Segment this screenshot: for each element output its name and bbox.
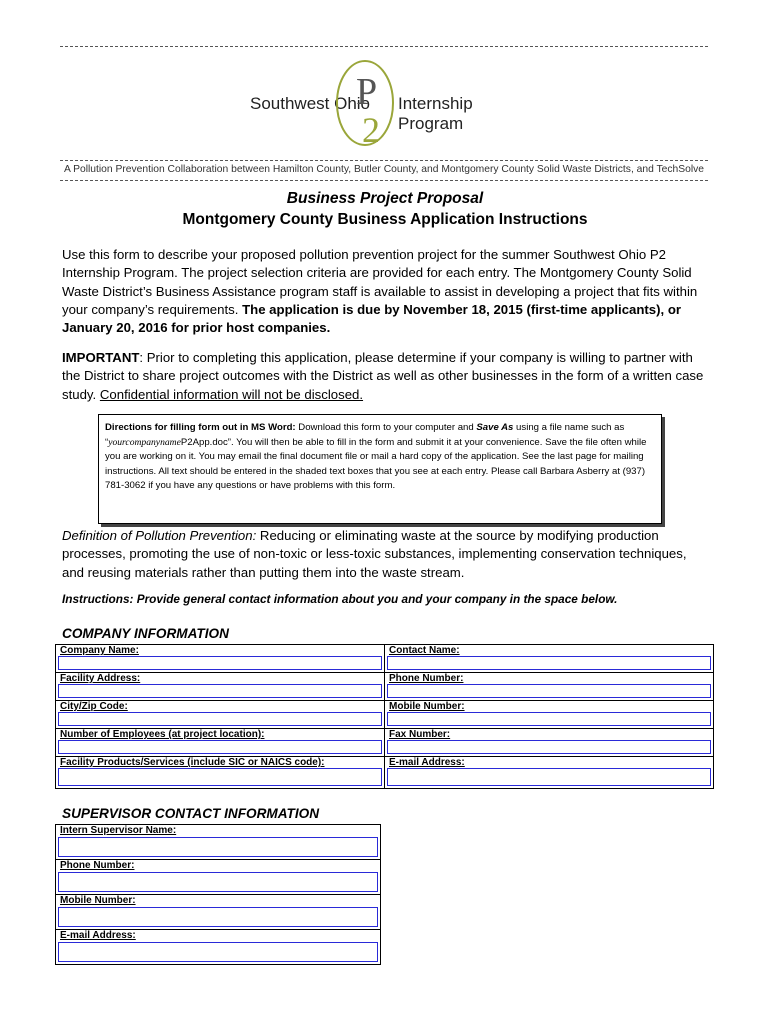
definition-paragraph <box>62 527 712 582</box>
phone-number-field[interactable] <box>387 684 711 698</box>
logo-mark-2: 2 <box>362 110 380 148</box>
supervisor-mobile-label: Mobile Number: <box>60 895 136 906</box>
important-text: : Prior to completing this application, please determine if your company is willing to partner with the District to share project outcomes with the District as well as other businesses in the form of a written case study. <box>62 350 704 402</box>
company-name-label: Company Name: <box>60 645 139 656</box>
definition-label: Definition of Pollution Prevention: <box>62 528 257 543</box>
definition-text: Reducing or eliminating waste at the source by modifying production processes, promoting the use of non-toxic or less-toxic substances, implementing conservation techniques, and reusing materials rather than putting them into the waste stream. <box>62 528 687 580</box>
supervisor-phone-cell <box>55 859 381 895</box>
save-as-text: Save As <box>476 422 514 433</box>
due-date-text: The application is due by November 18, 2015 (first-time applicants), or January 20, 2016 for prior host companies. <box>62 301 682 336</box>
directions-text-1: Download this form to your computer and <box>295 422 477 433</box>
facility-address-field[interactable] <box>58 684 382 698</box>
upper-collab-rule <box>60 160 708 161</box>
supervisor-email-field[interactable] <box>58 942 378 962</box>
email-address-cell <box>384 756 714 789</box>
employees-cell <box>55 728 385 757</box>
mobile-number-label: Mobile Number: <box>389 701 465 712</box>
intern-supervisor-cell <box>55 824 381 860</box>
logo-mark-p: P <box>356 71 378 113</box>
supervisor-email-label: E-mail Address: <box>60 930 136 941</box>
facility-address-cell <box>55 672 385 701</box>
products-services-field[interactable] <box>58 768 382 786</box>
intro-paragraph <box>62 246 712 337</box>
city-zip-cell <box>55 700 385 729</box>
logo-text-left: Southwest Ohio <box>250 94 371 113</box>
collaboration-line: A Pollution Prevention Collaboration between Hamilton County, Butler County, and Montgomery County Solid Waste Districts, and TechSolve <box>63 164 705 175</box>
filename-italic: yourcompanyname <box>108 436 181 448</box>
fax-number-cell <box>384 728 714 757</box>
products-services-cell <box>55 756 385 789</box>
company-name-cell <box>55 644 385 673</box>
email-address-label: E-mail Address: <box>389 757 465 768</box>
top-dashed-rule <box>60 46 708 47</box>
employees-label: Number of Employees (at project location): <box>60 729 265 740</box>
supervisor-email-cell <box>55 929 381 965</box>
facility-address-label: Facility Address: <box>60 673 141 684</box>
contact-name-label: Contact Name: <box>389 645 460 656</box>
supervisor-mobile-field[interactable] <box>58 907 378 927</box>
phone-number-cell <box>384 672 714 701</box>
fax-number-label: Fax Number: <box>389 729 451 740</box>
supervisor-phone-field[interactable] <box>58 872 378 892</box>
directions-lead: Directions for filling form out in MS Word: <box>105 422 296 433</box>
directions-text-2: using a file name such as “ <box>105 422 625 448</box>
document-subtitle: Montgomery County Business Application Instructions <box>182 211 588 228</box>
products-services-label: Facility Products/Services (include SIC or NAICS code): <box>60 757 325 768</box>
contact-name-cell <box>384 644 714 673</box>
supervisor-phone-label: Phone Number: <box>60 860 135 871</box>
instructions-line: Instructions: Provide general contact information about you and your company in the space below. <box>62 592 618 606</box>
contact-name-field[interactable] <box>387 656 711 670</box>
company-name-field[interactable] <box>58 656 382 670</box>
p2-logo-mark <box>332 58 398 148</box>
phone-number-label: Phone Number: <box>389 673 464 684</box>
confidential-note: Confidential information will not be disclosed. <box>99 386 364 402</box>
lower-collab-rule <box>60 180 708 181</box>
mobile-number-field[interactable] <box>387 712 711 726</box>
directions-box <box>98 414 662 524</box>
city-zip-label: City/Zip Code: <box>60 701 128 712</box>
fax-number-field[interactable] <box>387 740 711 754</box>
important-label: IMPORTANT <box>62 350 140 365</box>
supervisor-section-heading: SUPERVISOR CONTACT INFORMATION <box>62 806 320 821</box>
document-title: Business Project Proposal <box>286 190 484 207</box>
important-paragraph <box>62 349 712 404</box>
logo-text-right: Internship Program <box>398 94 473 133</box>
email-address-field[interactable] <box>387 768 711 786</box>
supervisor-mobile-cell <box>55 894 381 930</box>
intern-supervisor-label: Intern Supervisor Name: <box>60 825 177 836</box>
mobile-number-cell <box>384 700 714 729</box>
intern-supervisor-field[interactable] <box>58 837 378 857</box>
intro-text: Use this form to describe your proposed pollution prevention project for the summer Southwest Ohio P2 Internship Program. The project selection criteria are provided for each entry. The Montgomery County Solid Waste District’s Business Assistance program staff is available to assist in developing a project that fits within your company’s requirements. <box>62 247 698 317</box>
city-zip-field[interactable] <box>58 712 382 726</box>
company-section-heading: COMPANY INFORMATION <box>62 626 229 641</box>
directions-text-3: P2App.doc”. You will then be able to fill in the form and submit it at your convenience. Save the file often while you are working on it. You may email the final document file or mail a hard copy of the application. See the last page for mailing instructions. All text should be entered in the shaded text boxes that you see at each entry. Please call Barbara Asberry at (937) 781-3062 if you have any questions or have problems with this form. <box>105 436 647 492</box>
employees-field[interactable] <box>58 740 382 754</box>
program-logo <box>250 58 530 152</box>
